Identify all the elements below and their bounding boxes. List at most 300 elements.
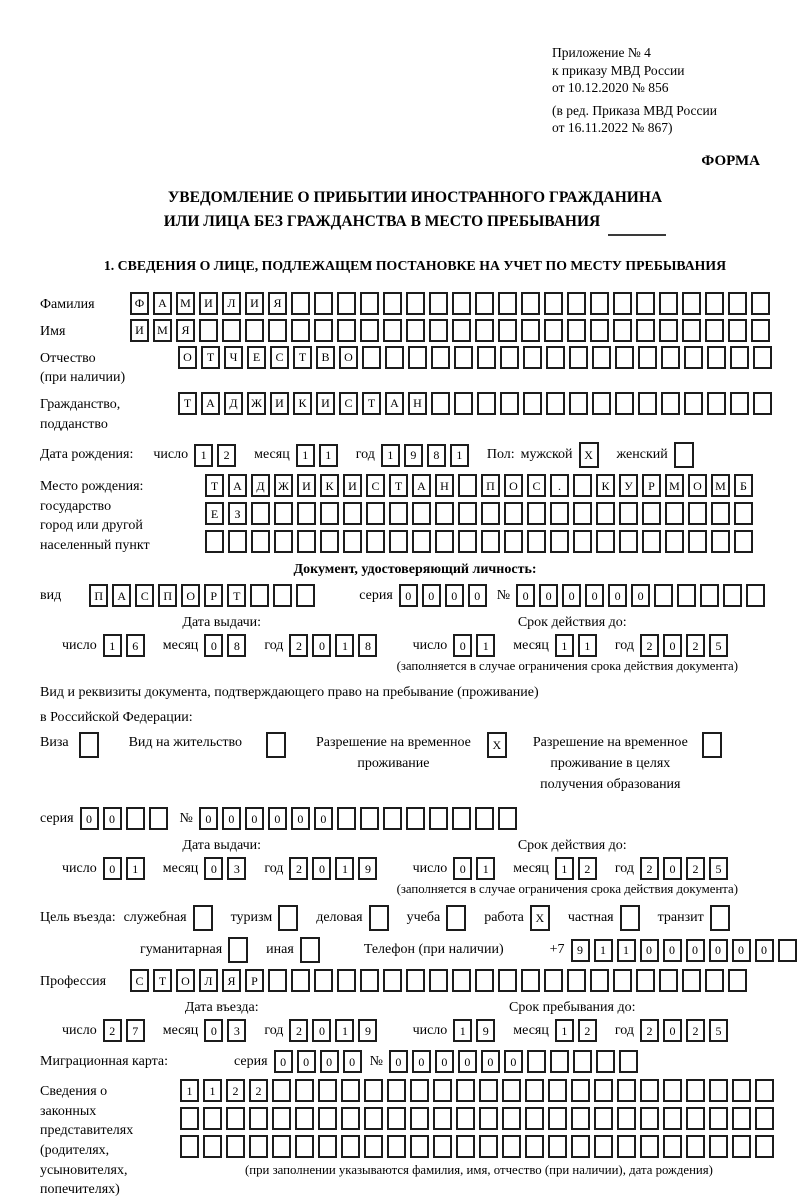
char-box[interactable]: И (343, 474, 362, 497)
char-box[interactable] (659, 319, 678, 342)
char-box[interactable] (571, 1107, 590, 1130)
char-box[interactable] (383, 319, 402, 342)
char-box[interactable]: Ф (130, 292, 149, 315)
char-box[interactable] (314, 319, 333, 342)
char-box[interactable] (663, 1135, 682, 1158)
char-box[interactable]: 5 (709, 634, 728, 657)
char-box[interactable]: Р (204, 584, 223, 607)
char-box[interactable]: С (339, 392, 358, 415)
char-box[interactable]: 0 (732, 939, 751, 962)
char-box[interactable] (746, 584, 765, 607)
char-box[interactable]: С (130, 969, 149, 992)
char-box[interactable]: X (530, 905, 550, 931)
char-box[interactable] (619, 530, 638, 553)
char-box[interactable] (709, 1135, 728, 1158)
char-box[interactable] (341, 1079, 360, 1102)
char-box[interactable] (431, 392, 450, 415)
char-box[interactable]: 8 (427, 444, 446, 467)
char-box[interactable]: Я (268, 292, 287, 315)
char-box[interactable] (272, 1079, 291, 1102)
char-box[interactable]: 2 (226, 1079, 245, 1102)
char-box[interactable] (250, 584, 269, 607)
char-box[interactable] (475, 807, 494, 830)
char-box[interactable]: 1 (555, 1019, 574, 1042)
char-box[interactable] (613, 969, 632, 992)
char-box[interactable]: 0 (453, 857, 472, 880)
char-box[interactable] (596, 502, 615, 525)
char-box[interactable]: 0 (204, 1019, 223, 1042)
char-box[interactable]: 1 (617, 939, 636, 962)
char-box[interactable] (734, 502, 753, 525)
char-box[interactable]: 0 (204, 857, 223, 880)
char-box[interactable] (661, 392, 680, 415)
char-box[interactable]: 2 (686, 634, 705, 657)
char-box[interactable] (567, 292, 586, 315)
char-box[interactable] (663, 1107, 682, 1130)
char-box[interactable]: 0 (458, 1050, 477, 1073)
char-box[interactable] (343, 502, 362, 525)
char-box[interactable] (705, 319, 724, 342)
char-box[interactable] (620, 905, 640, 931)
char-box[interactable] (665, 530, 684, 553)
char-box[interactable] (688, 502, 707, 525)
char-box[interactable] (343, 530, 362, 553)
char-box[interactable]: Ж (247, 392, 266, 415)
char-box[interactable] (498, 319, 517, 342)
char-box[interactable]: С (527, 474, 546, 497)
char-box[interactable]: 5 (709, 857, 728, 880)
char-box[interactable]: 9 (476, 1019, 495, 1042)
char-box[interactable]: О (504, 474, 523, 497)
char-box[interactable]: 8 (358, 634, 377, 657)
char-box[interactable]: М (176, 292, 195, 315)
char-box[interactable] (429, 319, 448, 342)
char-box[interactable] (410, 1135, 429, 1158)
char-box[interactable] (385, 346, 404, 369)
char-box[interactable]: 1 (335, 1019, 354, 1042)
char-box[interactable] (755, 1107, 774, 1130)
char-box[interactable] (500, 392, 519, 415)
char-box[interactable] (383, 969, 402, 992)
char-box[interactable]: З (228, 502, 247, 525)
char-box[interactable] (619, 502, 638, 525)
char-box[interactable] (730, 346, 749, 369)
char-box[interactable] (228, 937, 248, 963)
char-box[interactable]: М (665, 474, 684, 497)
char-box[interactable]: 6 (126, 634, 145, 657)
char-box[interactable] (592, 346, 611, 369)
char-box[interactable]: 2 (640, 634, 659, 657)
char-box[interactable]: X (579, 442, 599, 468)
char-box[interactable]: 1 (194, 444, 213, 467)
char-box[interactable]: П (89, 584, 108, 607)
char-box[interactable] (619, 1050, 638, 1073)
char-box[interactable] (369, 905, 389, 931)
char-box[interactable]: А (112, 584, 131, 607)
char-box[interactable] (523, 346, 542, 369)
char-box[interactable] (435, 530, 454, 553)
char-box[interactable] (502, 1079, 521, 1102)
char-box[interactable] (360, 292, 379, 315)
char-box[interactable] (525, 1135, 544, 1158)
char-box[interactable]: 2 (686, 1019, 705, 1042)
char-box[interactable]: И (316, 392, 335, 415)
char-box[interactable] (433, 1135, 452, 1158)
char-box[interactable] (688, 530, 707, 553)
char-box[interactable] (709, 1079, 728, 1102)
char-box[interactable]: 2 (578, 857, 597, 880)
char-box[interactable] (203, 1135, 222, 1158)
char-box[interactable]: 1 (335, 634, 354, 657)
char-box[interactable] (274, 502, 293, 525)
char-box[interactable] (278, 905, 298, 931)
char-box[interactable] (707, 346, 726, 369)
char-box[interactable]: Т (178, 392, 197, 415)
char-box[interactable] (268, 319, 287, 342)
char-box[interactable]: 5 (709, 1019, 728, 1042)
char-box[interactable] (389, 502, 408, 525)
char-box[interactable] (732, 1135, 751, 1158)
char-box[interactable]: А (385, 392, 404, 415)
char-box[interactable] (410, 1079, 429, 1102)
char-box[interactable] (615, 392, 634, 415)
char-box[interactable] (663, 1079, 682, 1102)
char-box[interactable]: 0 (274, 1050, 293, 1073)
char-box[interactable]: . (550, 474, 569, 497)
char-box[interactable] (686, 1135, 705, 1158)
char-box[interactable]: 0 (453, 634, 472, 657)
char-box[interactable]: Д (251, 474, 270, 497)
char-box[interactable] (341, 1135, 360, 1158)
char-box[interactable] (295, 1079, 314, 1102)
char-box[interactable] (707, 392, 726, 415)
char-box[interactable] (705, 969, 724, 992)
char-box[interactable] (364, 1079, 383, 1102)
char-box[interactable]: М (711, 474, 730, 497)
char-box[interactable] (446, 905, 466, 931)
char-box[interactable]: 2 (578, 1019, 597, 1042)
char-box[interactable]: 0 (103, 857, 122, 880)
char-box[interactable]: 2 (640, 1019, 659, 1042)
char-box[interactable]: Я (222, 969, 241, 992)
char-box[interactable] (406, 319, 425, 342)
char-box[interactable] (297, 530, 316, 553)
char-box[interactable]: О (176, 969, 195, 992)
char-box[interactable]: Е (205, 502, 224, 525)
char-box[interactable]: 0 (343, 1050, 362, 1073)
char-box[interactable] (291, 969, 310, 992)
char-box[interactable]: У (619, 474, 638, 497)
char-box[interactable]: 0 (516, 584, 535, 607)
char-box[interactable] (527, 530, 546, 553)
char-box[interactable]: 0 (291, 807, 310, 830)
char-box[interactable]: 1 (319, 444, 338, 467)
char-box[interactable]: А (153, 292, 172, 315)
char-box[interactable]: 1 (103, 634, 122, 657)
char-box[interactable] (454, 346, 473, 369)
char-box[interactable] (360, 969, 379, 992)
char-box[interactable]: Н (435, 474, 454, 497)
char-box[interactable]: 8 (227, 634, 246, 657)
char-box[interactable] (203, 1107, 222, 1130)
char-box[interactable]: 1 (578, 634, 597, 657)
char-box[interactable]: 0 (389, 1050, 408, 1073)
char-box[interactable] (268, 969, 287, 992)
char-box[interactable] (753, 346, 772, 369)
char-box[interactable]: 0 (608, 584, 627, 607)
char-box[interactable] (544, 292, 563, 315)
char-box[interactable]: О (181, 584, 200, 607)
char-box[interactable]: 0 (640, 939, 659, 962)
char-box[interactable] (548, 1079, 567, 1102)
char-box[interactable] (723, 584, 742, 607)
char-box[interactable]: 0 (435, 1050, 454, 1073)
char-box[interactable] (590, 319, 609, 342)
char-box[interactable] (728, 969, 747, 992)
char-box[interactable] (228, 530, 247, 553)
char-box[interactable] (502, 1107, 521, 1130)
char-box[interactable]: Л (222, 292, 241, 315)
char-box[interactable] (273, 584, 292, 607)
char-box[interactable]: Ч (224, 346, 243, 369)
char-box[interactable] (318, 1135, 337, 1158)
char-box[interactable]: И (270, 392, 289, 415)
char-box[interactable] (226, 1135, 245, 1158)
char-box[interactable]: Ж (274, 474, 293, 497)
char-box[interactable] (498, 292, 517, 315)
char-box[interactable] (383, 292, 402, 315)
char-box[interactable]: О (339, 346, 358, 369)
char-box[interactable]: 0 (504, 1050, 523, 1073)
char-box[interactable] (406, 969, 425, 992)
char-box[interactable] (550, 530, 569, 553)
char-box[interactable]: 0 (320, 1050, 339, 1073)
char-box[interactable]: 1 (450, 444, 469, 467)
char-box[interactable]: 0 (199, 807, 218, 830)
char-box[interactable] (314, 969, 333, 992)
char-box[interactable] (274, 530, 293, 553)
char-box[interactable] (475, 969, 494, 992)
char-box[interactable]: 0 (686, 939, 705, 962)
char-box[interactable] (567, 319, 586, 342)
char-box[interactable] (527, 1050, 546, 1073)
char-box[interactable]: 7 (126, 1019, 145, 1042)
char-box[interactable]: 0 (312, 634, 331, 657)
char-box[interactable] (504, 530, 523, 553)
char-box[interactable]: 0 (103, 807, 122, 830)
char-box[interactable]: 2 (289, 1019, 308, 1042)
char-box[interactable]: Л (199, 969, 218, 992)
char-box[interactable] (433, 1107, 452, 1130)
char-box[interactable]: Р (245, 969, 264, 992)
char-box[interactable]: 0 (80, 807, 99, 830)
char-box[interactable] (366, 530, 385, 553)
char-box[interactable]: 0 (562, 584, 581, 607)
char-box[interactable] (412, 502, 431, 525)
char-box[interactable]: Р (642, 474, 661, 497)
char-box[interactable]: И (130, 319, 149, 342)
char-box[interactable]: Т (205, 474, 224, 497)
char-box[interactable]: 3 (227, 857, 246, 880)
char-box[interactable] (297, 502, 316, 525)
char-box[interactable]: 9 (358, 1019, 377, 1042)
char-box[interactable]: 1 (180, 1079, 199, 1102)
char-box[interactable] (337, 319, 356, 342)
char-box[interactable]: 0 (314, 807, 333, 830)
char-box[interactable] (730, 392, 749, 415)
char-box[interactable]: 0 (412, 1050, 431, 1073)
char-box[interactable] (521, 969, 540, 992)
char-box[interactable] (686, 1079, 705, 1102)
char-box[interactable]: 2 (289, 857, 308, 880)
char-box[interactable]: Т (389, 474, 408, 497)
char-box[interactable] (546, 346, 565, 369)
char-box[interactable]: М (153, 319, 172, 342)
char-box[interactable] (571, 1135, 590, 1158)
char-box[interactable] (684, 346, 703, 369)
char-box[interactable]: 2 (103, 1019, 122, 1042)
char-box[interactable] (479, 1079, 498, 1102)
char-box[interactable]: 9 (358, 857, 377, 880)
char-box[interactable]: Т (227, 584, 246, 607)
char-box[interactable] (617, 1107, 636, 1130)
char-box[interactable] (429, 292, 448, 315)
char-box[interactable] (454, 392, 473, 415)
char-box[interactable] (295, 1107, 314, 1130)
char-box[interactable]: 2 (289, 634, 308, 657)
char-box[interactable] (249, 1135, 268, 1158)
char-box[interactable] (412, 530, 431, 553)
char-box[interactable] (617, 1079, 636, 1102)
char-box[interactable] (613, 292, 632, 315)
char-box[interactable] (569, 346, 588, 369)
char-box[interactable] (498, 969, 517, 992)
char-box[interactable] (659, 969, 678, 992)
char-box[interactable]: С (270, 346, 289, 369)
char-box[interactable] (640, 1135, 659, 1158)
char-box[interactable] (711, 530, 730, 553)
char-box[interactable]: К (320, 474, 339, 497)
char-box[interactable] (79, 732, 99, 758)
char-box[interactable] (594, 1107, 613, 1130)
char-box[interactable] (504, 502, 523, 525)
char-box[interactable] (481, 530, 500, 553)
char-box[interactable] (477, 392, 496, 415)
char-box[interactable] (686, 1107, 705, 1130)
char-box[interactable] (341, 1107, 360, 1130)
char-box[interactable] (546, 392, 565, 415)
char-box[interactable]: 0 (312, 857, 331, 880)
char-box[interactable] (475, 319, 494, 342)
char-box[interactable] (295, 1135, 314, 1158)
char-box[interactable] (521, 292, 540, 315)
char-box[interactable] (596, 1050, 615, 1073)
char-box[interactable]: А (228, 474, 247, 497)
char-box[interactable] (521, 319, 540, 342)
char-box[interactable] (640, 1107, 659, 1130)
char-box[interactable]: О (178, 346, 197, 369)
char-box[interactable]: С (366, 474, 385, 497)
char-box[interactable] (550, 1050, 569, 1073)
char-box[interactable]: Т (201, 346, 220, 369)
char-box[interactable] (251, 502, 270, 525)
char-box[interactable] (429, 807, 448, 830)
char-box[interactable] (452, 969, 471, 992)
char-box[interactable] (636, 969, 655, 992)
char-box[interactable] (677, 584, 696, 607)
char-box[interactable] (567, 969, 586, 992)
char-box[interactable] (479, 1135, 498, 1158)
char-box[interactable] (479, 1107, 498, 1130)
char-box[interactable] (475, 292, 494, 315)
char-box[interactable] (126, 807, 145, 830)
char-box[interactable] (654, 584, 673, 607)
char-box[interactable] (502, 1135, 521, 1158)
char-box[interactable] (364, 1107, 383, 1130)
char-box[interactable] (705, 292, 724, 315)
char-box[interactable]: 1 (555, 634, 574, 657)
char-box[interactable] (296, 584, 315, 607)
char-box[interactable] (193, 905, 213, 931)
char-box[interactable] (573, 1050, 592, 1073)
char-box[interactable] (684, 392, 703, 415)
char-box[interactable]: 1 (203, 1079, 222, 1102)
char-box[interactable] (320, 502, 339, 525)
char-box[interactable]: 0 (297, 1050, 316, 1073)
char-box[interactable]: 1 (555, 857, 574, 880)
char-box[interactable] (498, 807, 517, 830)
char-box[interactable] (222, 319, 241, 342)
char-box[interactable] (709, 1107, 728, 1130)
char-box[interactable]: 2 (640, 857, 659, 880)
char-box[interactable] (226, 1107, 245, 1130)
char-box[interactable] (410, 1107, 429, 1130)
char-box[interactable] (477, 346, 496, 369)
char-box[interactable] (642, 502, 661, 525)
char-box[interactable] (406, 292, 425, 315)
char-box[interactable] (481, 502, 500, 525)
char-box[interactable]: 0 (631, 584, 650, 607)
char-box[interactable] (732, 1079, 751, 1102)
char-box[interactable]: 0 (539, 584, 558, 607)
char-box[interactable] (638, 392, 657, 415)
char-box[interactable] (702, 732, 722, 758)
char-box[interactable] (314, 292, 333, 315)
char-box[interactable]: 1 (381, 444, 400, 467)
char-box[interactable] (458, 530, 477, 553)
char-box[interactable] (636, 319, 655, 342)
char-box[interactable] (573, 530, 592, 553)
char-box[interactable] (272, 1107, 291, 1130)
char-box[interactable] (592, 392, 611, 415)
char-box[interactable] (613, 319, 632, 342)
char-box[interactable]: 1 (476, 857, 495, 880)
char-box[interactable] (337, 807, 356, 830)
char-box[interactable]: О (688, 474, 707, 497)
char-box[interactable] (596, 530, 615, 553)
char-box[interactable] (700, 584, 719, 607)
char-box[interactable]: 0 (481, 1050, 500, 1073)
char-box[interactable]: Е (247, 346, 266, 369)
char-box[interactable]: Т (153, 969, 172, 992)
char-box[interactable] (300, 937, 320, 963)
char-box[interactable]: 9 (404, 444, 423, 467)
char-box[interactable] (544, 969, 563, 992)
char-box[interactable] (638, 346, 657, 369)
char-box[interactable]: В (316, 346, 335, 369)
char-box[interactable] (180, 1135, 199, 1158)
char-box[interactable] (665, 502, 684, 525)
